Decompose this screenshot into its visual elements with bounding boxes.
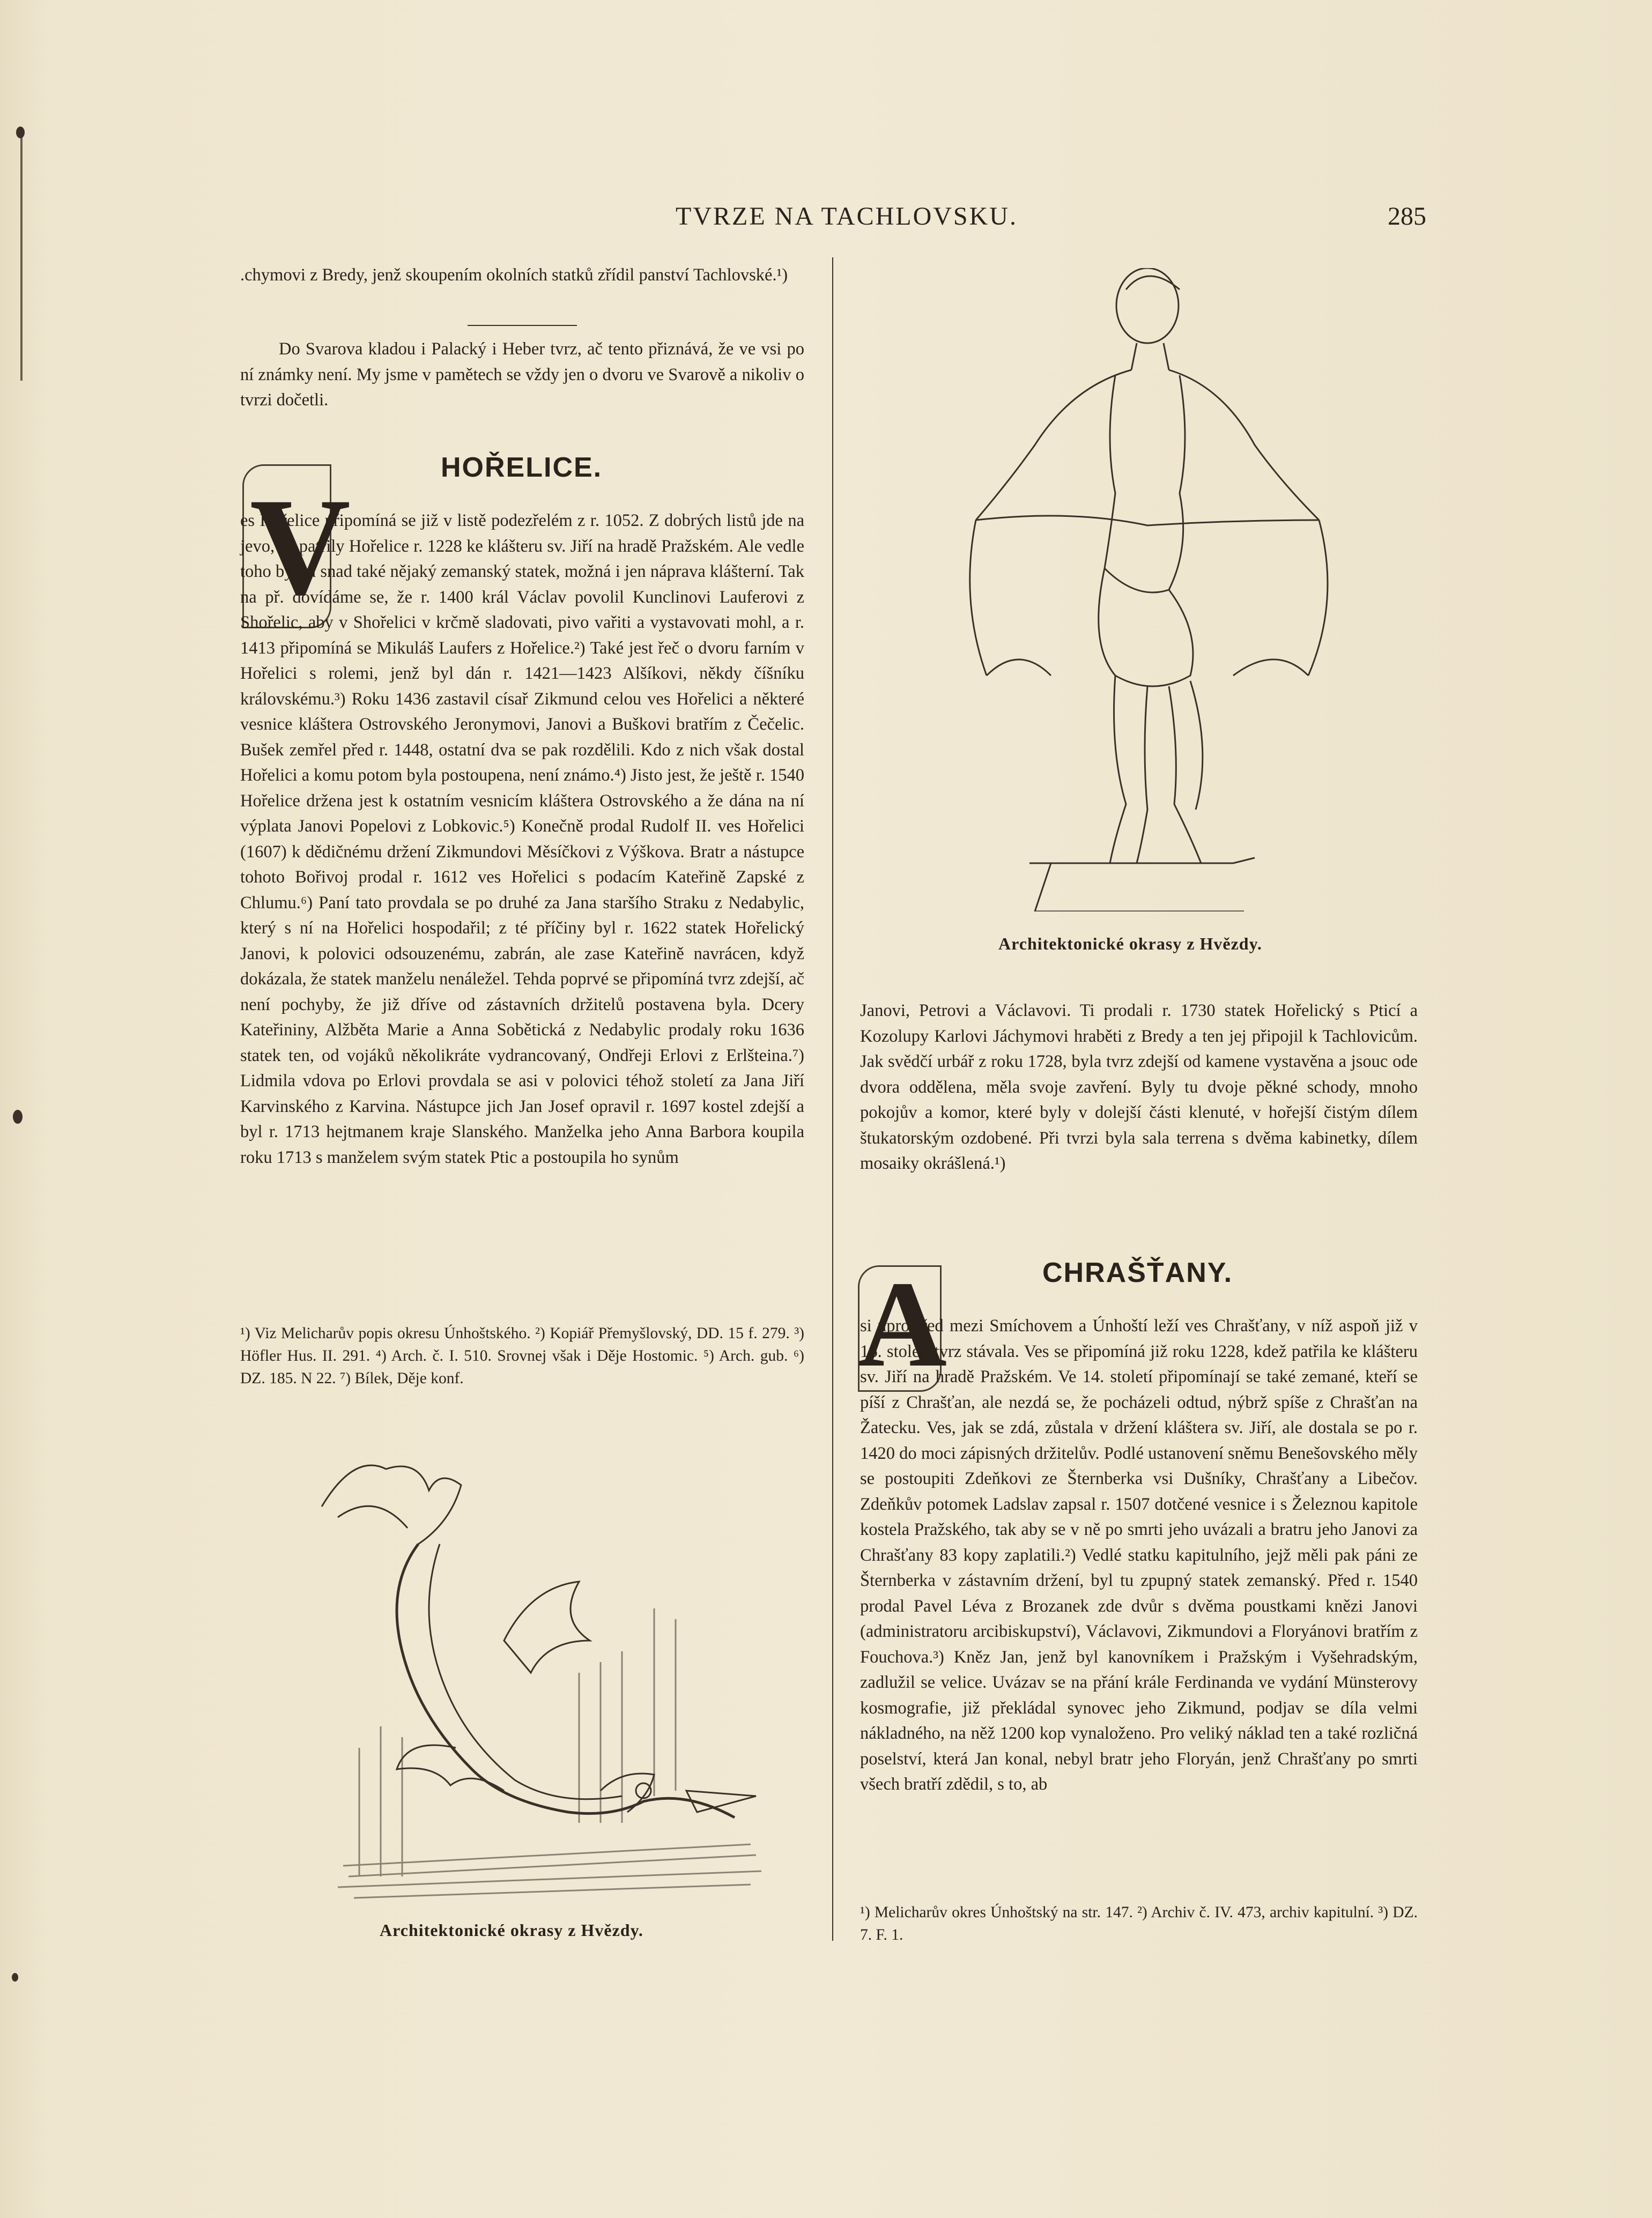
page-number: 285 <box>1388 202 1426 231</box>
chrastany-body <box>860 1314 1418 1798</box>
intro-paragraph: .chymovi z Bredy, jenž skoupením okolních statků zřídil panství Tachlovské.¹) <box>240 265 788 285</box>
torso <box>1105 375 1185 592</box>
drapery-top <box>976 516 1319 525</box>
chrastany-text: si uprostřed mezi Smíchovem a Únhoští leží ves Chrašťany, v níž aspoň již v 16. století tvrz stávala. Ves se připomíná již roku 1228, kdež patřila ke klášteru sv. Jiří na hradě Pražském. Ve 14. století připomínají se také zemané, kteří se píší z Chrašťan, ale nezdá se, že pocházeli odtud, nýbrž spíše z Chrašťan na Žatecku. Ves, jak se zdá, zůstala v držení kláštera sv. Jiří, ale dostala se po r. 1420 do moci zápisných držitelův. Podlé ustanovení sněmu Benešovského měly se postoupiti Zdeňkovi ze Šternberka vsi Dušníky, Chrašťany a Libečov. Zdeňkův potomek Ladslav zapsal r. 1507 dotčené vesnice i s Železnou kapitole kostela Pražského, tak aby se v ně po smrti jeho uvázali a bratru jeho Janovi za Chrašťany 83 kopy zaplatili.²) Vedlé statku kapitulního, jejž měli pak páni ze Šternberka v zástavním držení, byl tu zpupný statek zemanský. Před r. 1540 prodal Pavel Léva z Brozanek zde dvůr s dvěma poustkami knězi Janovi (administratoru arcibiskupství), Václavovi, Zikmundovi a Floryánovi bratřím z Fouchova.³) Kněz Jan, jenž byl kanovníkem i Pražským i Vyšehradským, zadlužil se velice. Uvázav se na přání krále Ferdinanda ve vydání Münsterovy kosmografie, již překládal synovec jeho Zikmund, podjav se díla velmi nákladného, na něž 1200 kop vynaloženo. Pro veliký náklad ten a také rozličná poselství, která Jan konal, nebyl bratr jeho Floryán, jenž Chrašťany po smrti všech bratří zdědil, s to, ab <box>860 1316 1418 1794</box>
chrastany-title: CHRAŠŤANY. <box>1042 1257 1233 1288</box>
right-arm <box>1169 370 1319 520</box>
pedestal <box>1029 858 1255 911</box>
left-figure-caption: Architektonické okrasy z Hvězdy. <box>380 1920 643 1940</box>
running-title: TVRZE NA TACHLOVSKU. <box>676 202 1018 231</box>
left-leg <box>1110 676 1147 863</box>
hip-drape <box>1099 568 1193 686</box>
binding-mark <box>13 1110 23 1124</box>
head <box>1116 268 1179 343</box>
horelice-body <box>240 508 804 1170</box>
chrastany-initial: A <box>858 1256 947 1392</box>
drapery-sides <box>970 520 1328 676</box>
right-figure-caption: Architektonické okrasy z Hvězdy. <box>998 934 1262 953</box>
horelice-continuation <box>860 998 1418 1177</box>
binding-mark <box>12 1973 18 1982</box>
svarov-paragraph <box>240 337 804 413</box>
horelice-initial: V <box>250 470 351 624</box>
caryatid-figure <box>912 268 1373 911</box>
left-footnotes: ¹) Viz Melicharův popis okresu Únhoštského. ²) Kopiář Přemyšlovský, DD. 15 f. 279. ³) Höfler Hus. II. 291. ⁴) Arch. č. I. 510. Srovnej však i Děje Hostomic. ⁵) Arch. gub. ⁶) DZ. 185. N 22. ⁷) Bílek, Děje konf. <box>240 1325 804 1387</box>
tail-flower <box>322 1465 461 1544</box>
svarov-text: Do Svarova kladou i Palacký i Heber tvrz, ač tento přiznává, že ve vsi po ní známky není. My jsme v pamětech se vždy jen o dvoru ve Svarově a nikoliv o tvrzi dočetli. <box>240 339 804 410</box>
leaf-ornament <box>504 1582 590 1673</box>
horelice-text: es Hořelice připomíná se již v listě podezřelém z r. 1052. Z dobrých listů jde na jevo, že patřily Hořelice r. 1228 ke klášteru sv. Jiří na hradě Pražském. Ale vedle toho byl tu snad také nějaký zemanský statek, možná i jen náprava klášterní. Tak na př. dovídáme se, že r. 1400 král Václav povolil Kunclinovi Lauferovi z Shořelic, aby v Shořelici v krčmě sladovati, pivo vařiti a vystavovati mohl, a r. 1413 připomíná se Mikuláš Laufers z Hořelice.²) Také jest řeč o dvoru farním v Hořelici s rolemi, jenž byl dán r. 1421—1423 Alšíkovi, někdy číšníku královskému.³) Roku 1436 zastavil císař Zikmund celou ves Hořelici a některé vesnice kláštera Ostrovského Jeronymovi, Janovi a Buškovi bratřím z Čečelic. Bušek zemřel před r. 1448, ostatní dva se pak rozdělili. Kdo z nich však dostal Hořelici a komu potom byla postoupena, není známo.⁴) Jisto jest, že ještě r. 1540 Hořelice držena jest k ostatním vesnicím kláštera Ostrovského a že dána na ní výplata Janovi Popelovi z Lobkovic.⁵) Konečně prodal Rudolf II. ves Hořelici (1607) k dědičnému držení Zikmundovi Měsíčkovi z Výškova. Bratr a nástupce tohoto Bořivoj prodal r. 1612 ves Hořelici s podacím Kateřině Zapské z Chlumu.⁶) Paní tato provdala se po druhé za Jana staršího Straku z Nedabylic, který s ní na Hořelici hospodařil; z té příčiny byl r. 1622 statek Hořelický Janovi, k polovici odsouzenému, zabrán, ale zase Kateřině navrácen, když dokázala, že statek manželu nenáležel. Tehda poprvé se připomíná tvrz zdejší, ač není pochyby, že již dříve od zástavních držitelů postavena byla. Dcery Kateřininy, Alžběta Marie a Anna Sobětická z Nedabylic prodaly roku 1636 statek ten, od vojáků několikráte vydrancovaný, Ondřeji Erlovi z Erlšteina.⁷) Lidmila vdova po Erlovi provdala se asi v polovici téhož století za Jana Jiří Karvinského z Karvina. Nástupce jich Jan Josef opravil r. 1697 kostel zdejší a byl r. 1713 hejtmanem kraje Slanského. Manželka jeho Anna Barbora koupila roku 1713 s manželem svým statek Ptic a postoupila ho synům <box>240 511 805 1167</box>
binding-rule <box>20 129 23 381</box>
column-separator <box>832 257 833 1941</box>
neck <box>1131 343 1169 370</box>
right-footnotes: ¹) Melicharův okres Únhoštský na str. 147. ²) Archiv č. IV. 473, archiv kapitulní. ³) DZ. 7. F. 1. <box>860 1904 1418 1943</box>
right-leg <box>1169 681 1203 863</box>
section-rule <box>468 325 577 326</box>
left-arm <box>976 370 1131 520</box>
binding-mark <box>16 127 25 138</box>
left-intro <box>240 263 804 288</box>
horelice-title: HOŘELICE. <box>441 452 603 483</box>
dolphin-ornament-figure <box>279 1448 783 1909</box>
continuation-text: Janovi, Petrovi a Václavovi. Ti prodali r. 1730 statek Hořelický s Pticí a Kozolupy Karlovi Jáchymovi hraběti z Bredy a ten jej připojil k Tachlovicům. Jak svědčí urbář z roku 1728, byla tvrz zdejší od kamene vystavěna a jsouc ode dvora oddělena, měla svoje zavření. Byly tu dvoje pěkné schody, mnoho pokojův a komor, které byly v dolejší části klenuté, v hořejší čistým dílem štukatorským ozdobené. Při tvrzi byla sala terrena s dvěma kabinetky, dílem mosaiky okrášlená.¹) <box>860 1001 1418 1173</box>
dolphin-body <box>397 1544 735 1818</box>
